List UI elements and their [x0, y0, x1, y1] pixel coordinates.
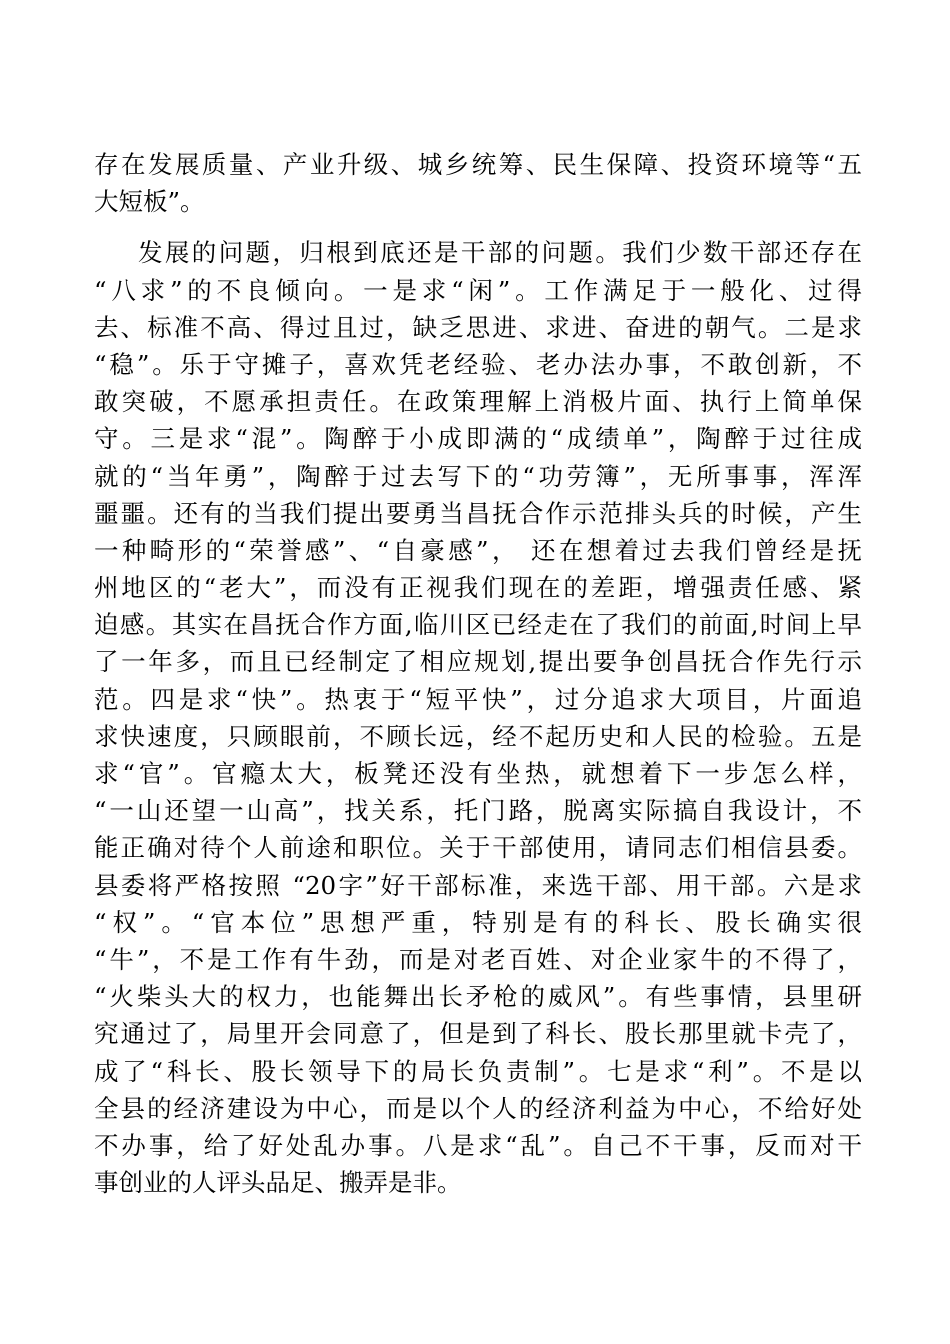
text-line: “火柴头大的权力，也能舞出长矛枪的威风”。有些事情，县里研 [94, 982, 862, 1012]
text-line: 敢突破，不愿承担责任。在政策理解上消极片面、执行上简单保 [94, 387, 862, 417]
text-line: 求“官”。官瘾太大，板凳还没有坐热，就想着下一步怎么样， [94, 759, 862, 788]
text-line: “八求”的不良倾向。一是求“闲”。工作满足于一般化、过得 [94, 275, 862, 305]
text-line: “稳”。乐于守摊子，喜欢凭老经验、老办法办事，不敢创新，不 [94, 349, 862, 379]
text-line: 不办事，给了好处乱办事。八是求“乱”。自己不干事，反而对干 [94, 1130, 862, 1160]
text-line: “权”。“官本位”思想严重，特别是有的科长、股长确实很 [94, 907, 862, 937]
text-line: 事创业的人评头品足、搬弄是非。 [94, 1168, 462, 1198]
text-line: 存在发展质量、产业升级、城乡统筹、民生保障、投资环境等“五 [94, 150, 862, 179]
document-body [94, 146, 862, 1201]
text-line: 县委将严格按照 “20字”好干部标准，来选干部、用干部。六是求 [94, 870, 862, 900]
text-line: 成了“科长、股长领导下的局长负责制”。七是求“利”。不是以 [94, 1056, 862, 1086]
text-line: 就的“当年勇”，陶醉于过去写下的“功劳簿”，无所事事，浑浑 [94, 461, 862, 491]
text-line: 能正确对待个人前途和职位。关于干部使用，请同志们相信县委。 [94, 833, 862, 863]
text-line: 究通过了，局里开会同意了，但是到了科长、股长那里就卡壳了， [94, 1019, 862, 1049]
text-line: 去、标准不高、得过且过，缺乏思进、求进、奋进的朝气。二是求 [94, 312, 862, 342]
text-line: 大短板”。 [94, 187, 205, 217]
text-line: 迫感。其实在昌抚合作方面,临川区已经走在了我们的前面,时间上早 [94, 610, 862, 640]
text-line: 发展的问题，归根到底还是干部的问题。我们少数干部还存在 [138, 238, 862, 268]
text-line: “一山还望一山高”，找关系，托门路，脱离实际搞自我设计，不 [94, 796, 862, 826]
text-line: 求快速度，只顾眼前，不顾长远，经不起历史和人民的检验。五是 [94, 721, 862, 751]
text-line: “牛”，不是工作有牛劲，而是对老百姓、对企业家牛的不得了， [94, 944, 862, 974]
text-line: 范。四是求“快”。热衷于“短平快”，过分追求大项目，片面追 [94, 684, 862, 714]
paragraph-2 [94, 234, 862, 1201]
paragraph-1 [94, 146, 862, 220]
text-line: 一种畸形的“荣誉感”、“自豪感”， 还在想着过去我们曾经是抚 [94, 535, 862, 565]
text-line: 噩噩。还有的当我们提出要勇当昌抚合作示范排头兵的时候，产生 [94, 498, 862, 528]
text-line: 守。三是求“混”。陶醉于小成即满的“成绩单”，陶醉于过往成 [94, 424, 862, 454]
text-line: 了一年多，而且已经制定了相应规划,提出要争创昌抚合作先行示 [94, 647, 862, 677]
text-line: 全县的经济建设为中心，而是以个人的经济利益为中心，不给好处 [94, 1093, 862, 1123]
text-line: 州地区的“老大”，而没有正视我们现在的差距，增强责任感、紧 [94, 573, 862, 603]
